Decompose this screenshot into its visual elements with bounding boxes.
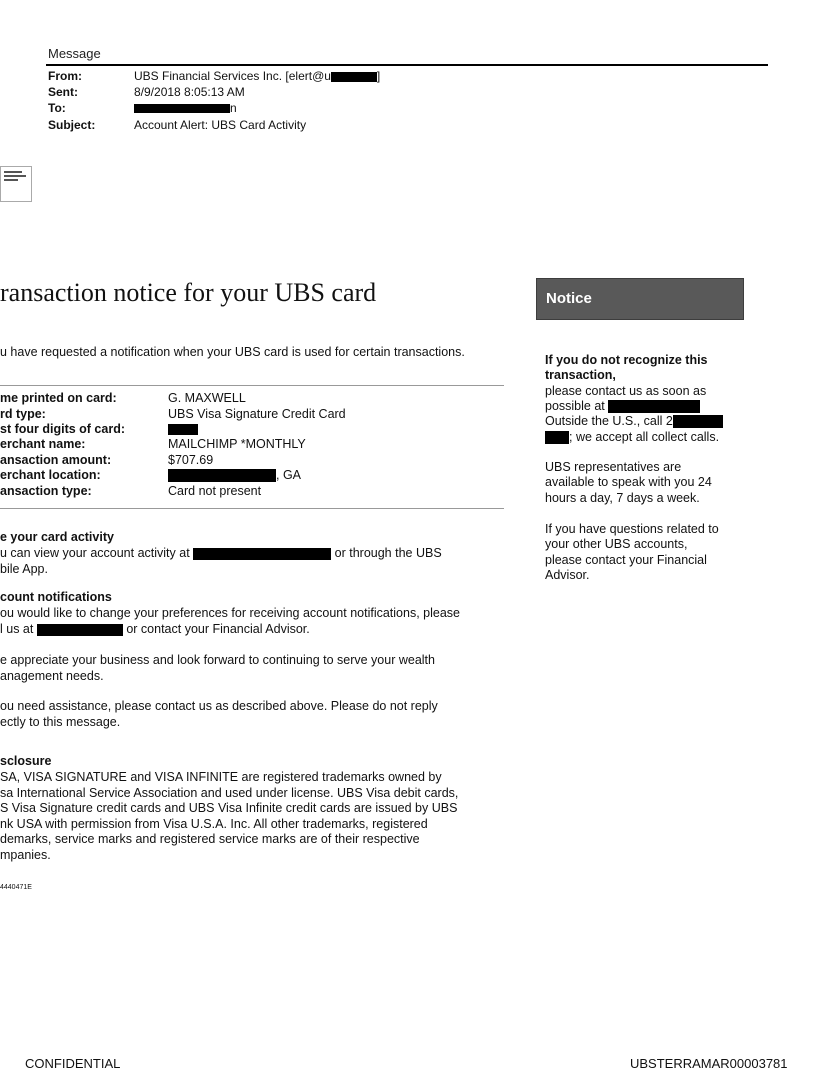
disclosure-line: S Visa Signature credit cards and UBS Visa Infinite credit cards are issued by UBS: [0, 801, 458, 815]
notice-line: Outside the U.S., call 2: [545, 414, 723, 429]
message-label: Message: [48, 46, 101, 61]
activity-heading: e your card activity: [0, 530, 114, 544]
notice-line: please contact your Financial: [545, 553, 707, 567]
notice-heading: If you do not recognize this: [545, 353, 708, 367]
from-key: From:: [48, 69, 82, 83]
redaction-box: [168, 469, 276, 482]
to-key: To:: [48, 101, 66, 115]
document-code: 4440471E: [0, 884, 32, 891]
header-divider: [46, 64, 768, 66]
disclosure-line: mpanies.: [0, 848, 51, 862]
appreciate-line: anagement needs.: [0, 669, 104, 683]
redaction-box: [134, 104, 230, 113]
disclosure-line: SA, VISA SIGNATURE and VISA INFINITE are registered trademarks owned by: [0, 770, 442, 784]
notifications-line: l us at or contact your Financial Advisor.: [0, 622, 310, 636]
notice-line: your other UBS accounts,: [545, 537, 688, 551]
divider: [0, 385, 504, 386]
subject-value: Account Alert: UBS Card Activity: [134, 118, 307, 132]
attachment-thumbnail-icon: [0, 166, 32, 202]
page-title: ransaction notice for your UBS card: [0, 278, 377, 307]
notice-line: UBS representatives are: [545, 460, 682, 474]
notice-line: available to speak with you 24: [545, 475, 712, 489]
redaction-box: [37, 624, 123, 636]
notice-line: hours a day, 7 days a week.: [545, 491, 700, 505]
divider: [0, 508, 504, 509]
disclosure-line: sa International Service Association and used under license. UBS Visa debit cards,: [0, 786, 459, 800]
activity-line: bile App.: [0, 562, 48, 576]
sent-value: 8/9/2018 8:05:13 AM: [134, 85, 245, 99]
notice-line: Advisor.: [545, 568, 590, 582]
redaction-box: [608, 400, 700, 413]
redaction-box: [331, 72, 377, 82]
notice-heading: transaction,: [545, 368, 616, 382]
from-value: UBS Financial Services Inc. [elert@u ]: [134, 69, 381, 83]
notifications-heading: count notifications: [0, 590, 112, 604]
disclosure-line: demarks, service marks and registered service marks are of their respective: [0, 832, 420, 846]
notice-line: please contact us as soon as: [545, 384, 707, 398]
disclosure-line: nk USA with permission from Visa U.S.A. Inc. All other trademarks, registered: [0, 817, 428, 831]
disclosure-heading: sclosure: [0, 754, 52, 768]
to-value: n: [134, 100, 237, 116]
intro-text: u have requested a notification when your UBS card is used for certain transactions.: [0, 345, 465, 359]
bates-number: UBSTERRAMAR00003781: [630, 1056, 788, 1071]
sent-key: Sent:: [48, 85, 78, 99]
redaction-box: [193, 548, 331, 560]
assist-line: ectly to this message.: [0, 715, 121, 729]
redaction-box: [545, 431, 569, 444]
redaction-box: [673, 415, 723, 428]
confidential-label: CONFIDENTIAL: [25, 1056, 121, 1071]
subject-key: Subject:: [48, 118, 96, 132]
notifications-line: ou would like to change your preferences for receiving account notifications, please: [0, 606, 460, 620]
notice-title: Notice: [546, 290, 592, 307]
activity-line: u can view your account activity at or through the UBS: [0, 546, 442, 560]
assist-line: ou need assistance, please contact us as described above. Please do not reply: [0, 699, 438, 713]
notice-line: possible at: [545, 399, 700, 414]
notice-line: If you have questions related to: [545, 522, 719, 536]
notice-line: ; we accept all collect calls.: [545, 430, 719, 445]
appreciate-line: e appreciate your business and look forward to continuing to serve your wealth: [0, 653, 435, 667]
redaction-box: [168, 424, 198, 435]
